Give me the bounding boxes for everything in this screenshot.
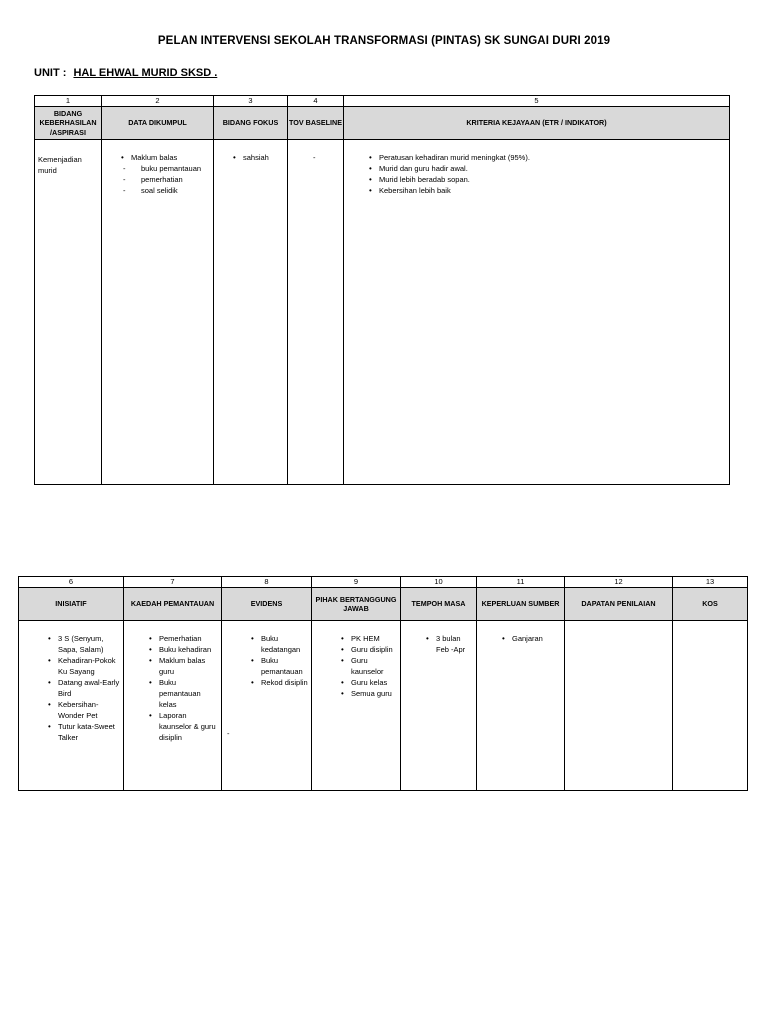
list-item: • Maklum balas (117, 152, 210, 163)
col-number: 6 (19, 577, 124, 588)
list-item: • Guru kaunselor (337, 655, 397, 677)
list-item: • Buku kehadiran (145, 644, 218, 655)
list-item: • sahsiah (229, 152, 284, 163)
header-bidang-fokus: BIDANG FOKUS (214, 107, 288, 140)
header-kos: KOS (673, 588, 748, 621)
list-item: • Semua guru (337, 688, 397, 699)
col-number: 7 (124, 577, 222, 588)
cell-dapatan (565, 621, 673, 791)
col-number: 1 (35, 96, 102, 107)
list-item: • Tutur kata-Sweet Talker (44, 721, 120, 743)
cell-sumber (477, 621, 565, 791)
cell-tov (288, 140, 344, 485)
list-item: • Buku kedatangan (247, 633, 308, 655)
list-item: • PK HEM (337, 633, 397, 644)
cell-kos (673, 621, 748, 791)
tov-value: - (313, 153, 316, 162)
plan-table-1 (34, 95, 730, 485)
header-data-dikumpul: DATA DIKUMPUL (102, 107, 214, 140)
unit-value: HAL EHWAL MURID SKSD . (73, 67, 218, 79)
list-item: • Ganjaran (498, 633, 561, 644)
col-number: 11 (477, 577, 565, 588)
header-bidang-keberhasilan: BIDANG KEBERHASILAN /ASPIRASI (35, 107, 102, 140)
cell-kaedah (124, 621, 222, 791)
list-item: • Kebersihan lebih baik (365, 185, 726, 196)
list-item: • Murid lebih beradab sopan. (365, 174, 726, 185)
header-tempoh-masa: TEMPOH MASA (401, 588, 477, 621)
header-dapatan-penilaian: DAPATAN PENILAIAN (565, 588, 673, 621)
header-evidens: EVIDENS (222, 588, 312, 621)
list-item: • Murid dan guru hadir awal. (365, 163, 726, 174)
col-number: 8 (222, 577, 312, 588)
list-item: • Guru disiplin (337, 644, 397, 655)
list-item: • 3 S (Senyum, Sapa, Salam) (44, 633, 120, 655)
list-item: • Rekod disiplin (247, 677, 308, 688)
aspirasi-text: Kemenjadian murid (38, 155, 82, 175)
cell-aspirasi (35, 140, 102, 485)
unit-line (34, 67, 217, 79)
col-number: 9 (312, 577, 401, 588)
cell-evidens (222, 621, 312, 791)
list-item: • Pemerhatian (145, 633, 218, 644)
list-item: - pemerhatian (117, 174, 210, 185)
list-item: • Buku pemantauan (247, 655, 308, 677)
col-number: 13 (673, 577, 748, 588)
header-keperluan-sumber: KEPERLUAN SUMBER (477, 588, 565, 621)
col-number: 2 (102, 96, 214, 107)
plan-table-2 (18, 576, 748, 791)
header-pihak-bertanggung-jawab: PIHAK BERTANGGUNG JAWAB (312, 588, 401, 621)
list-item: • Buku pemantauan kelas (145, 677, 218, 710)
list-item: • Guru kelas (337, 677, 397, 688)
cell-pihak (312, 621, 401, 791)
col-number: 12 (565, 577, 673, 588)
header-tov-baseline: TOV BASELINE (288, 107, 344, 140)
evidens-extra: - (227, 729, 230, 738)
col-number: 3 (214, 96, 288, 107)
list-item: • Datang awal-Early Bird (44, 677, 120, 699)
header-kriteria-kejayaan: KRITERIA KEJAYAAN (ETR / INDIKATOR) (344, 107, 730, 140)
cell-bidang-fokus (214, 140, 288, 485)
list-item: • Peratusan kehadiran murid meningkat (95%). (365, 152, 726, 163)
list-item: • Laporan kaunselor & guru disiplin (145, 710, 218, 743)
col-number: 4 (288, 96, 344, 107)
list-item: • 3 bulan Feb -Apr (422, 633, 473, 655)
col-number: 5 (344, 96, 730, 107)
list-item: • Maklum balas guru (145, 655, 218, 677)
list-item: • Kebersihan-Wonder Pet (44, 699, 120, 721)
list-item: - buku pemantauan (117, 163, 210, 174)
header-kaedah-pemantauan: KAEDAH PEMANTAUAN (124, 588, 222, 621)
header-inisiatif: INISIATIF (19, 588, 124, 621)
list-item: • Kehadiran-Pokok Ku Sayang (44, 655, 120, 677)
cell-data-dikumpul (102, 140, 214, 485)
cell-kriteria (344, 140, 730, 485)
col-number: 10 (401, 577, 477, 588)
list-item: - soal selidik (117, 185, 210, 196)
unit-label: UNIT : (34, 67, 67, 79)
page-title: PELAN INTERVENSI SEKOLAH TRANSFORMASI (PINTAS) SK SUNGAI DURI 2019 (157, 35, 611, 47)
cell-inisiatif (19, 621, 124, 791)
cell-tempoh (401, 621, 477, 791)
